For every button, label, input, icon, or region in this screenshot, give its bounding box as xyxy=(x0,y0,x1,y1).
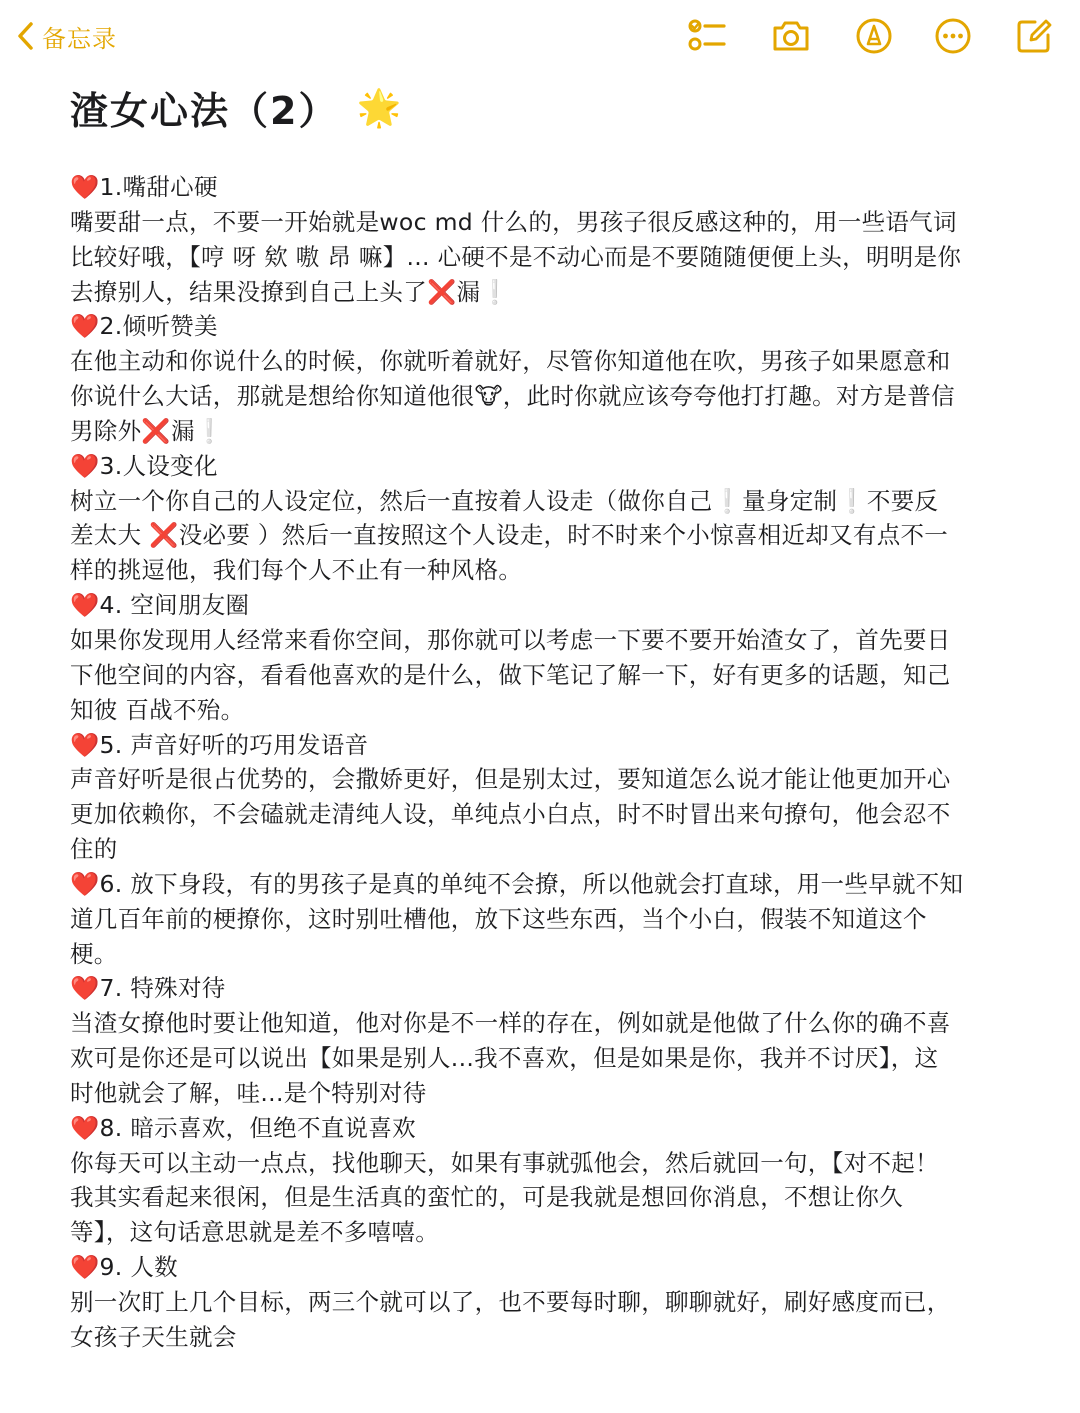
checklist-icon xyxy=(686,15,728,57)
note-title-row xyxy=(70,80,401,135)
note-line: 女孩子天生就会 xyxy=(70,1322,237,1351)
note-line: 下他空间的内容，看看他喜欢的是什么，做下笔记了解一下，好有更多的话题，知己 xyxy=(70,660,951,689)
note-line: 你每天可以主动一点点，找他聊天，如果有事就弧他会，然后就回一句，【对不起！ xyxy=(70,1148,939,1177)
note-line: 更加依赖你，不会磕就走清纯人设，单纯点小白点，时不时冒出来句撩句，他会忍不 xyxy=(70,800,951,829)
note-line: 嘴要甜一点，不要一开始就是woc md 什么的，男孩子很反感这种的，用一些语气词 xyxy=(70,207,957,236)
note-line: 差太大 ❌没必要 ）然后一直按照这个人设走，时不时来个小惊喜相近却又有点不一 xyxy=(70,521,949,550)
note-line: 道几百年前的梗撩你，这时别吐槽他，放下这些东西，当个小白，假装不知道这个 xyxy=(70,904,927,933)
note-line: ❤️8. 暗示喜欢，但绝不直说喜欢 xyxy=(70,1113,416,1142)
note-line: 当渣女撩他时要让他知道，他对你是不一样的存在，例如就是他做了什么你的确不喜 xyxy=(70,1009,951,1038)
note-line: 比较好哦，【哼 呀 欸 嗷 昂 嘛】... 心硬不是不动心而是不要随随便便上头，明明是你 xyxy=(70,242,962,271)
checklist-button[interactable] xyxy=(686,15,728,57)
note-line: 别一次盯上几个目标，两三个就可以了，也不要每时聊，聊聊就好，刷好感度而已， xyxy=(70,1288,951,1316)
note-line: 梗。 xyxy=(70,939,118,968)
note-line: ❤️6. 放下身段，有的男孩子是真的单纯不会撩，所以他就会打直球，用一些早就不知 xyxy=(70,869,964,898)
note-line: ❤️5. 声音好听的巧用发语音 xyxy=(70,730,369,759)
navigation-bar xyxy=(0,0,1080,72)
camera-button[interactable] xyxy=(770,15,812,57)
note-line: 时他就会了解，哇...是个特别对待 xyxy=(70,1078,427,1107)
markup-button[interactable] xyxy=(853,15,895,57)
note-line: 男除外❌漏❕ xyxy=(70,416,225,445)
camera-icon xyxy=(770,15,812,57)
note-line: 住的 xyxy=(70,835,118,864)
note-title[interactable]: 渣女心法（2） xyxy=(70,89,339,133)
note-line: 在他主动和你说什么的时候，你就听着就好，尽管你知道他在吹，男孩子如果愿意和 xyxy=(70,347,951,376)
back-button[interactable] xyxy=(16,18,117,54)
compose-button[interactable] xyxy=(1013,15,1055,57)
note-line: 我其实看起来很闲，但是生活真的蛮忙的，可是我就是想回你消息，不想让你久 xyxy=(70,1183,903,1212)
note-body[interactable] xyxy=(70,170,1015,1355)
note-line: 你说什么大话，那就是想给你知道他很🐮，此时你就应该夸夸他打打趣。对方是普信 xyxy=(70,382,955,411)
note-line: 如果你发现用人经常来看你空间，那你就可以考虑一下要不要开始渣女了，首先要日 xyxy=(70,625,951,654)
back-button-label: 备忘录 xyxy=(42,24,117,53)
note-line: 等】，这句话意思就是差不多嘻嘻。 xyxy=(70,1218,440,1247)
note-line: ❤️4. 空间朋友圈 xyxy=(70,591,250,620)
note-line: ❤️2.倾听赞美 xyxy=(70,312,218,341)
note-line: ❤️3.人设变化 xyxy=(70,451,218,480)
note-line: ❤️1.嘴甜心硬 xyxy=(70,173,218,201)
chevron-left-icon xyxy=(16,21,36,51)
star-emoji: 🌟 xyxy=(356,87,402,129)
note-line: ❤️7. 特殊对待 xyxy=(70,974,226,1003)
note-line: 去撩别人，结果没撩到自己上头了❌漏❕ xyxy=(70,277,510,306)
more-button[interactable] xyxy=(932,15,974,57)
markup-pen-icon xyxy=(853,15,895,57)
note-line: 树立一个你自己的人设定位，然后一直按着人设走（做你自己❕量身定制❕不要反 xyxy=(70,486,939,515)
note-line: 知彼 百战不殆。 xyxy=(70,695,245,724)
note-line: ❤️9. 人数 xyxy=(70,1253,178,1282)
note-line: 样的挑逗他，我们每个人不止有一种风格。 xyxy=(70,556,523,585)
note-line: 欢可是你还是可以说出【如果是别人...我不喜欢，但是如果是你，我并不讨厌】，这 xyxy=(70,1044,939,1073)
more-icon xyxy=(932,15,974,57)
note-line: 声音好听是很占优势的，会撒娇更好，但是别太过，要知道怎么说才能让他更加开心 xyxy=(70,765,951,794)
compose-icon xyxy=(1013,15,1055,57)
